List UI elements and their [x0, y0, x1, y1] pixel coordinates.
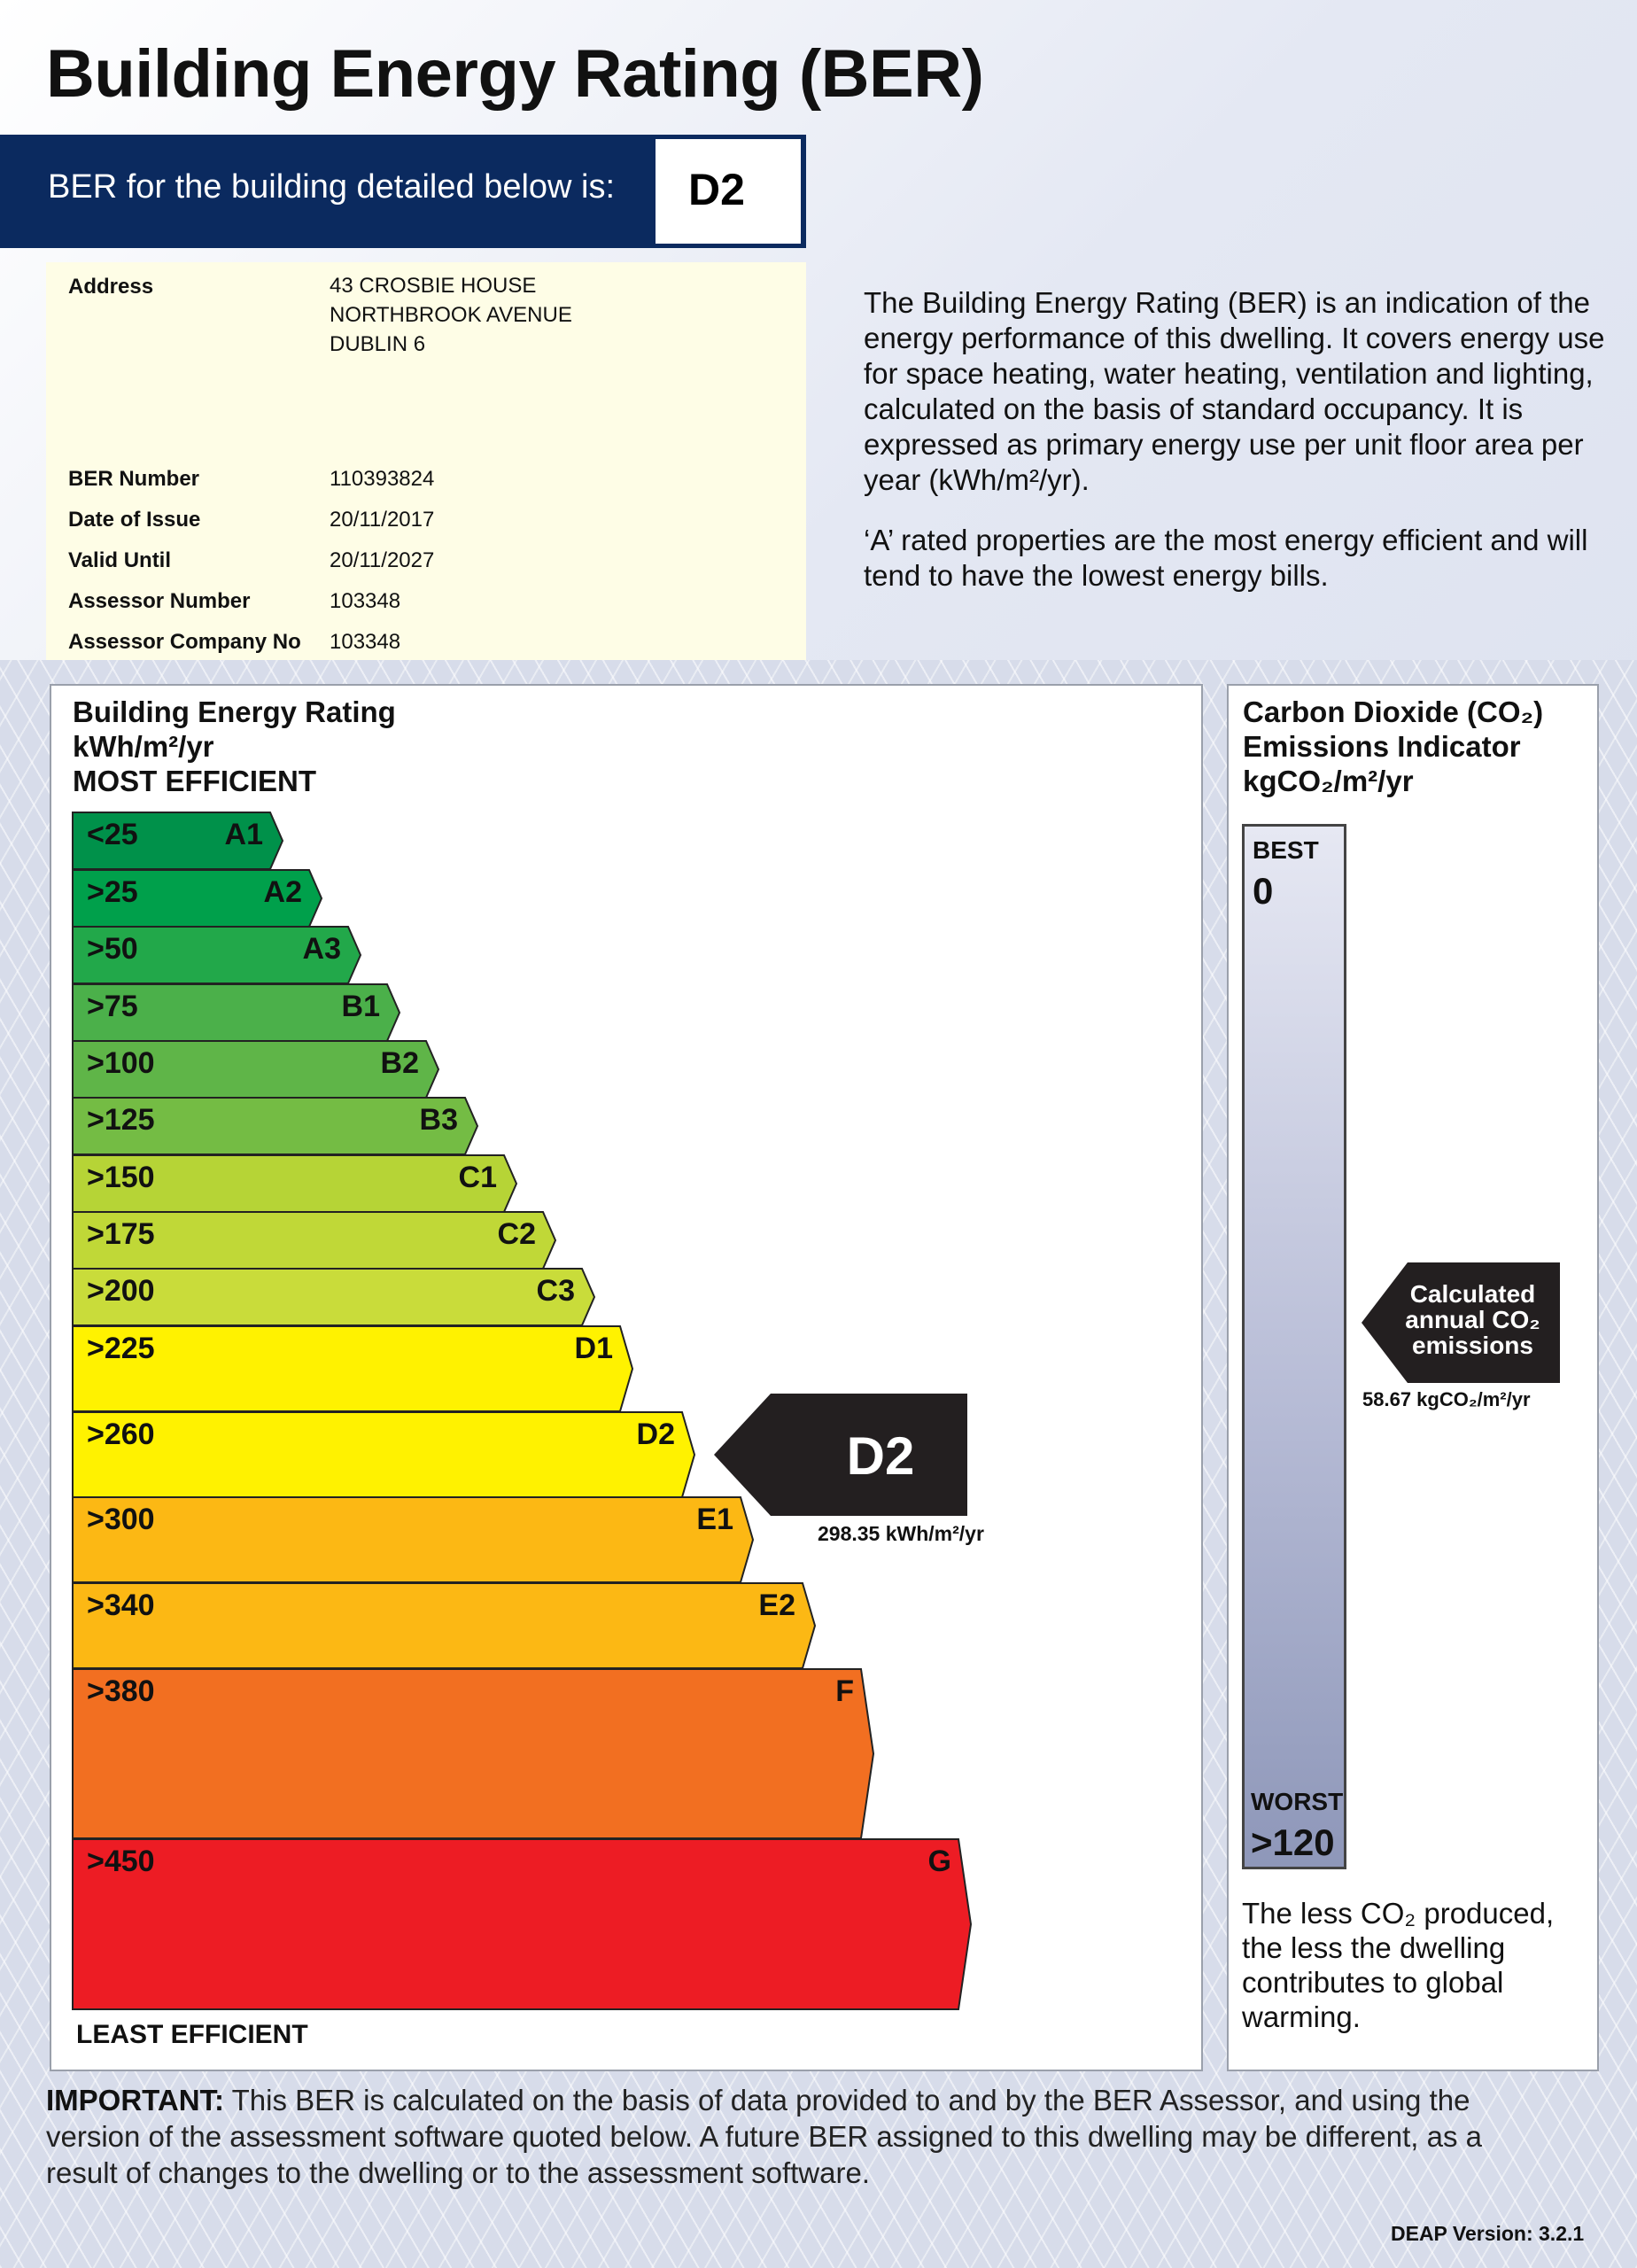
ber-explanation-paragraph-2: ‘A’ rated properties are the most energy efficient and will tend to have the lowest energy bills. — [864, 524, 1588, 592]
ber-band-grade: C3 — [536, 1274, 575, 1308]
co2-calculated-value: 58.67 kgCO₂/m²/yr — [1362, 1388, 1531, 1410]
ber-band-range: >125 — [87, 1103, 155, 1137]
address-label: Address — [68, 275, 154, 299]
ber-scale-heading-2: kWh/m²/yr — [73, 730, 214, 763]
ber-band-range: >175 — [87, 1217, 155, 1251]
ber-band-grade: B3 — [419, 1103, 458, 1137]
ber-explanation-paragraph-1: The Building Energy Rating (BER) is an indication of the energy performance of this dwelling. It covers energy use for space heating, water heating, ventilation and lighting, calculated on the basis of standard occupancy. It is expressed as primary energy use per unit floor area per year (kWh/m²/yr). — [864, 286, 1605, 496]
deap-version: DEAP Version: 3.2.1 — [1391, 2222, 1585, 2245]
ber-band-range: >380 — [87, 1674, 155, 1708]
ber-band-grade: F — [835, 1674, 854, 1708]
ber-current-value: 298.35 kWh/m²/yr — [818, 1522, 984, 1545]
assessor-number-label: Assessor Number — [68, 589, 251, 613]
valid-until-value: 20/11/2027 — [330, 548, 435, 572]
page-title: Building Energy Rating (BER) — [46, 36, 984, 112]
ber-band-grade: E1 — [696, 1503, 733, 1536]
ber-band-d1 — [73, 1326, 632, 1411]
ber-band-grade: B2 — [380, 1046, 419, 1080]
ber-scale-heading-1: Building Energy Rating — [73, 695, 396, 728]
ber-band-e2 — [73, 1583, 815, 1668]
ber-band-range: >25 — [87, 875, 138, 909]
ber-band-range: >300 — [87, 1503, 155, 1536]
co2-best-value: 0 — [1253, 870, 1274, 912]
ber-band-range: >450 — [87, 1845, 155, 1878]
ber-band-grade: D2 — [636, 1418, 675, 1451]
date-of-issue-label: Date of Issue — [68, 508, 201, 532]
ber-band-grade: A3 — [302, 932, 341, 966]
co2-best-label: BEST — [1253, 836, 1319, 864]
ber-band-grade: G — [927, 1845, 951, 1878]
ber-band-grade: C2 — [497, 1217, 536, 1251]
co2-scale-bar — [1242, 824, 1346, 1869]
ber-band-range: >260 — [87, 1418, 155, 1451]
ber-scale-heading-3: MOST EFFICIENT — [73, 765, 316, 797]
ber-band-range: >200 — [87, 1274, 155, 1308]
ber-band-range: >75 — [87, 990, 138, 1023]
co2-worst-value: >120 — [1251, 1821, 1335, 1863]
ber-number-value: 110393824 — [330, 467, 435, 491]
ber-band-g — [73, 1839, 971, 2009]
ber-band-e1 — [73, 1497, 753, 1582]
ber-result-label: BER for the building detailed below is: — [48, 168, 616, 206]
co2-calculated-label: Calculated annual CO₂ emissions — [1405, 1280, 1540, 1359]
ber-band-range: >225 — [87, 1332, 155, 1365]
least-efficient-label: LEAST EFFICIENT — [76, 2020, 308, 2049]
ber-band-grade: A2 — [263, 875, 302, 909]
ber-band-range: >50 — [87, 932, 138, 966]
ber-band-range: >150 — [87, 1161, 155, 1194]
ber-number-label: BER Number — [68, 467, 200, 491]
ber-band-grade: D1 — [574, 1332, 613, 1365]
ber-band-range: >100 — [87, 1046, 155, 1080]
ber-band-d2 — [73, 1412, 694, 1497]
valid-until-label: Valid Until — [68, 548, 172, 572]
ber-band-grade: C1 — [458, 1161, 497, 1194]
address-line-2: NORTHBROOK AVENUE — [330, 303, 572, 327]
ber-band-grade: E2 — [758, 1588, 795, 1622]
co2-worst-label: WORST — [1251, 1788, 1344, 1815]
co2-note: The less CO₂ produced, the less the dwelling contributes to global warming. — [1242, 1897, 1555, 2033]
important-text: This BER is calculated on the basis of data provided to and by the BER Assessor, and using the version of the assessment software quoted below. A future BER assigned to this dwelling may be different, as a result of changes to the dwelling or to the assessment software. — [46, 2084, 1482, 2189]
assessor-number-value: 103348 — [330, 589, 401, 613]
ber-current-rating: D2 — [846, 1426, 915, 1486]
address-line-3: DUBLIN 6 — [330, 332, 426, 356]
ber-band-grade: A1 — [224, 818, 263, 851]
co2-heading-2: Emissions Indicator — [1243, 730, 1521, 763]
assessor-company-value: 103348 — [330, 630, 401, 654]
co2-heading-3: kgCO₂/m²/yr — [1243, 765, 1414, 797]
assessor-company-label: Assessor Company No — [68, 630, 301, 654]
ber-band-range: <25 — [87, 818, 138, 851]
ber-band-grade: B1 — [341, 990, 380, 1023]
ber-result-value: D2 — [688, 165, 745, 214]
ber-band-range: >340 — [87, 1588, 155, 1622]
ber-band-f — [73, 1669, 873, 1838]
address-line-1: 43 CROSBIE HOUSE — [330, 274, 537, 298]
date-of-issue-value: 20/11/2017 — [330, 508, 435, 532]
co2-heading-1: Carbon Dioxide (CO₂) — [1243, 695, 1544, 728]
important-notice — [46, 2082, 1552, 2191]
ber-current-indicator — [714, 1394, 967, 1516]
important-lead: IMPORTANT: — [46, 2084, 225, 2117]
